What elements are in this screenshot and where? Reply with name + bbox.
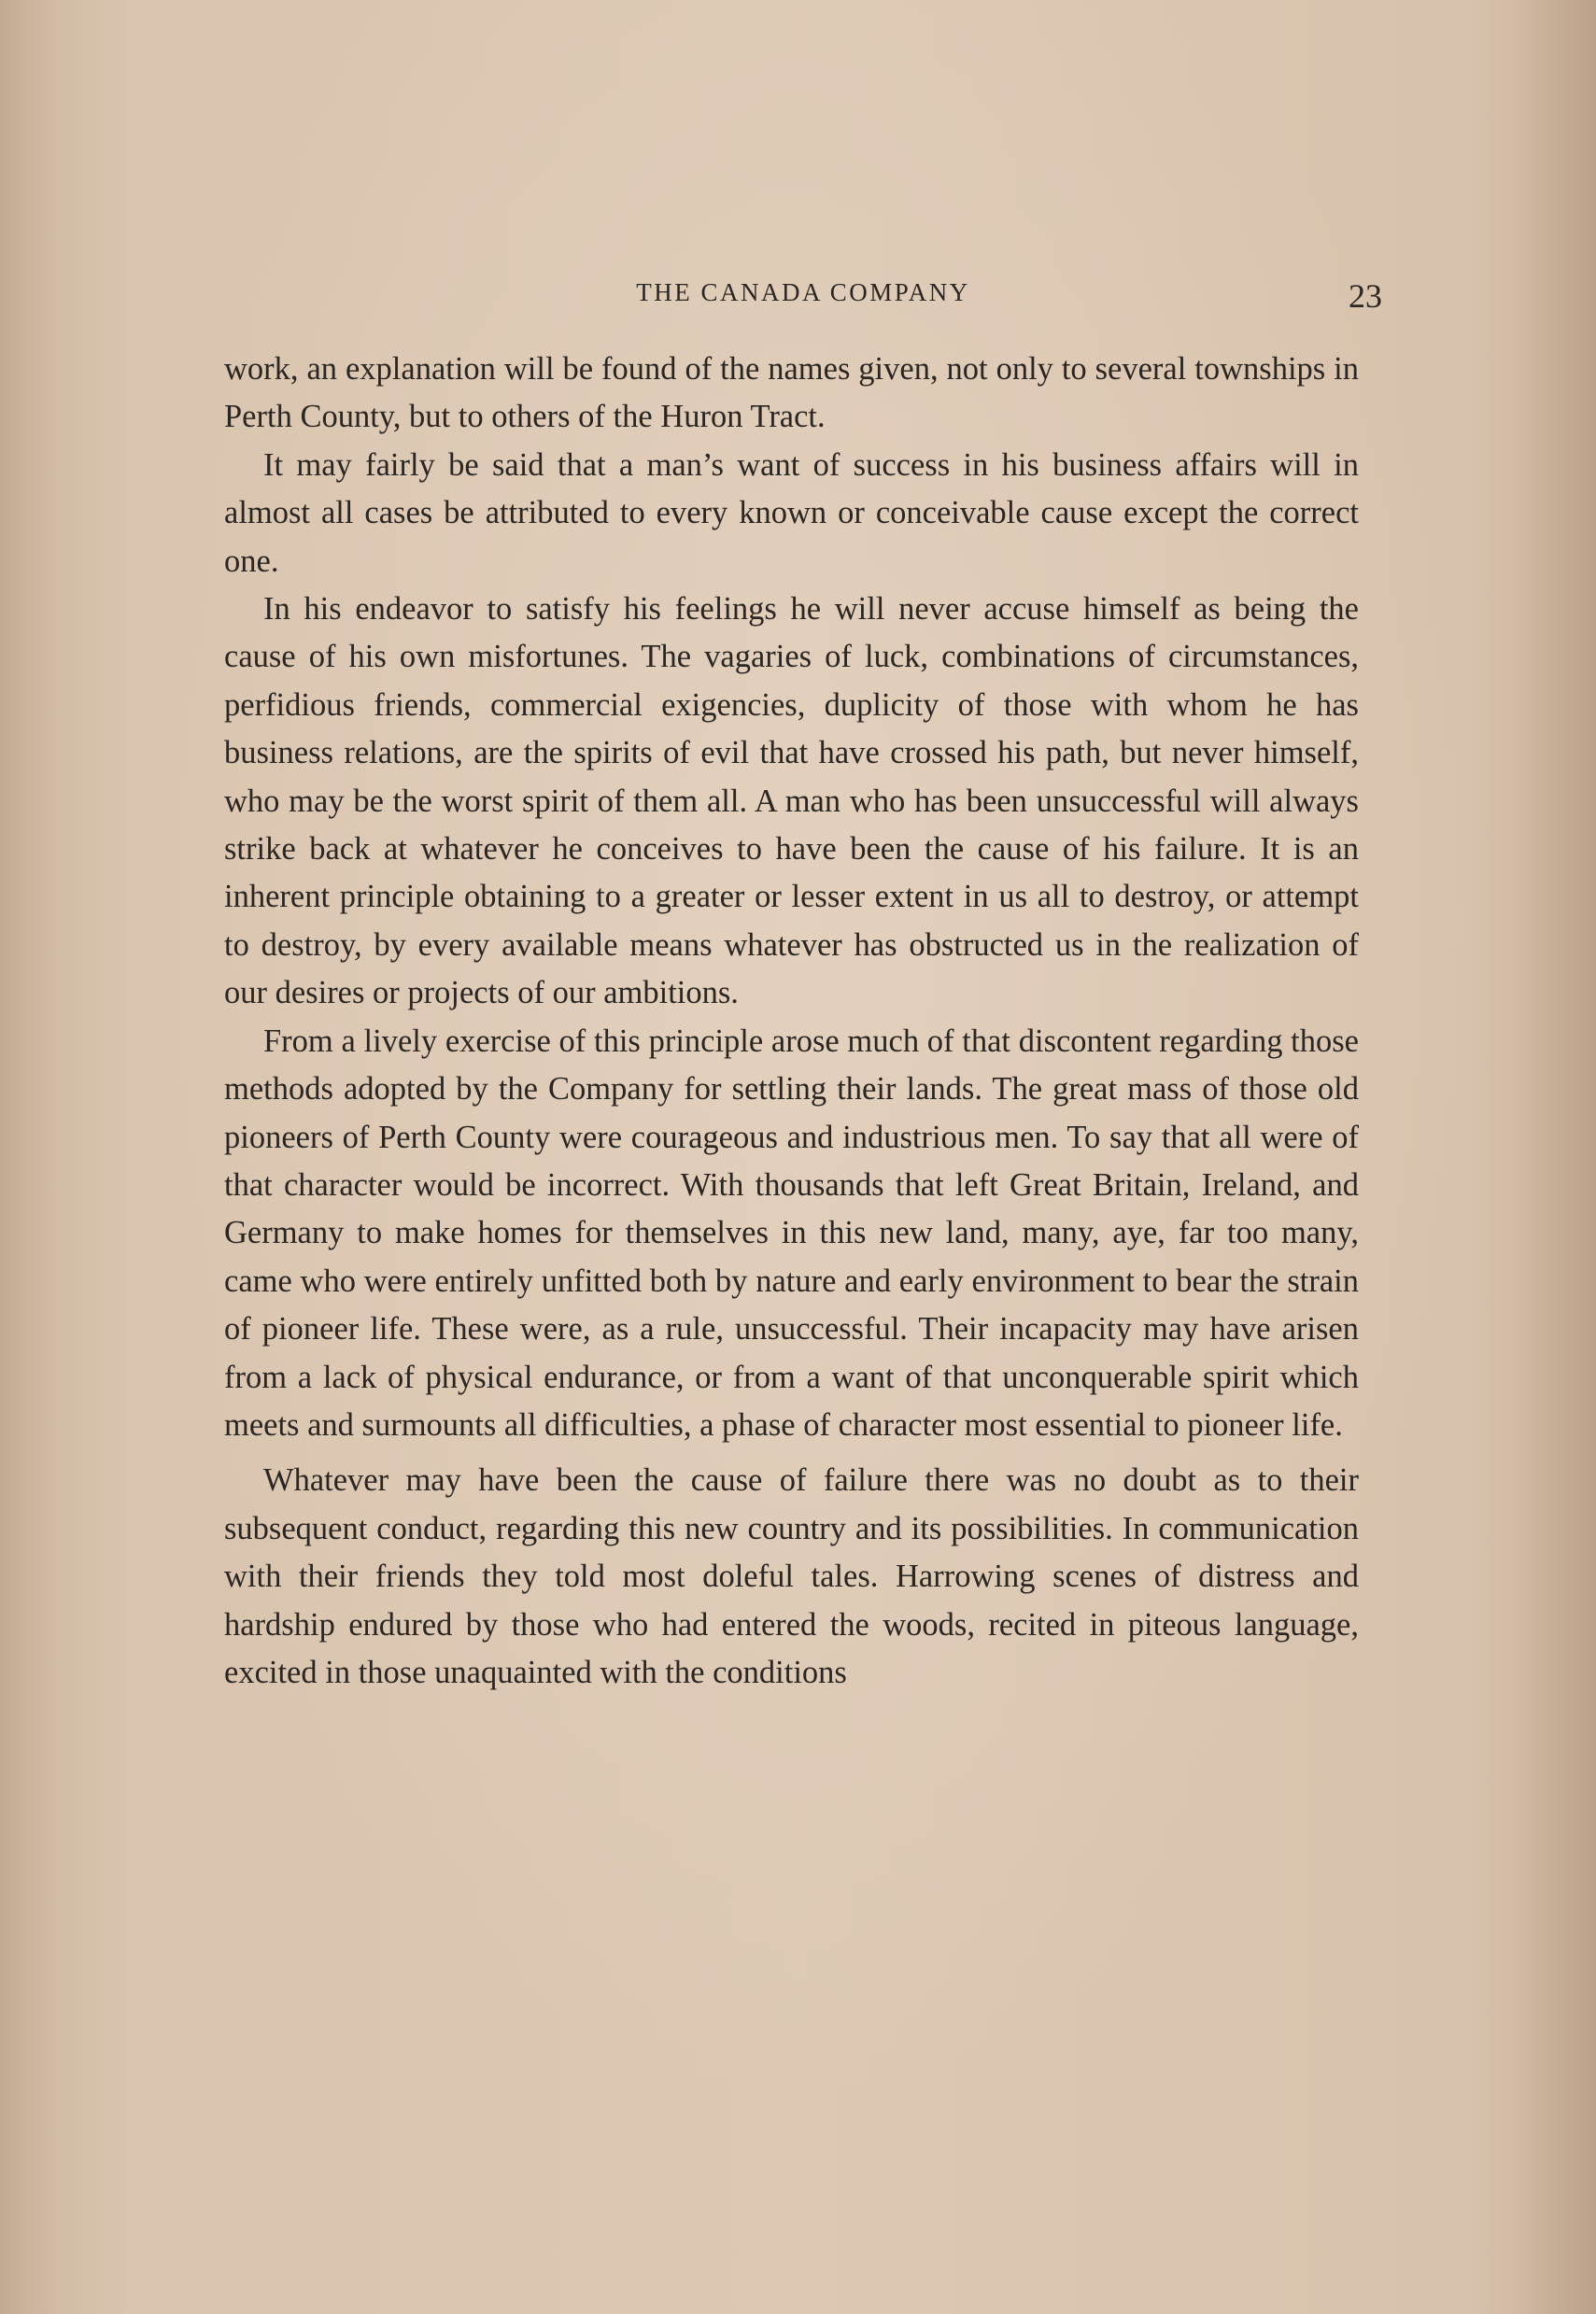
paragraph-4: From a lively exercise of this principle arose much of that discontent regarding those methods adopted by the Company for settling their lands. The great mass of those old pioneers of Perth County were courageous and industrious men. To say that all were of that character would be incorrect. With thousands that left Great Britain, Ireland, and Germany to make homes for themselves in this new land, many, aye, far too many, came who were entirely unfitted both by nature and early environment to bear the strain of pioneer life. These were, as a rule, unsuccessful. Their incapacity may have arisen from a lack of physical endurance, or from a want of that unconquerable spirit which meets and surmounts all difficulties, a phase of character most essential to pioneer life. [224, 1023, 1359, 1443]
paragraph-5: Whatever may have been the cause of failure there was no doubt as to their subsequent conduct, regarding this new country and its possibilities. In communication with their friends they told most doleful tales. Harrowing scenes of distress and hardship endured by those who had entered the woods, recited in piteous language, excited in those unaquainted with the conditions [224, 1462, 1359, 1690]
page-edge-shadow-right [1512, 0, 1596, 2314]
page-edge-shadow-left [0, 0, 56, 2314]
page-number: 23 [1349, 277, 1382, 315]
paragraph-3: In his endeavor to satisfy his feelings he will never accuse himself as being the cause of his own misfortunes. The vagaries of luck, combinations of circumstances, perfidious friends, commercial exigencies, duplicity of those with whom he has business relations, are the spirits of evil that have crossed his path, but never himself, who may be the worst spirit of them all. A man who has been unsuccessful will always strike back at whatever he conceives to have been the cause of his failure. It is an inherent principle obtaining to a greater or lesser extent in us all to destroy, or attempt to destroy, by every available means whatever has obstructed us in the realization of our desires or projects of our ambitions. [224, 591, 1359, 1011]
running-head [224, 278, 1382, 316]
body-text [224, 346, 1359, 1697]
paragraph-2: It may fairly be said that a man’s want of success in his business affairs will in almost all cases be attributed to every known or conceivable cause except the correct one. [224, 446, 1359, 579]
running-title: THE CANADA COMPANY [636, 278, 970, 306]
paragraph-1: work, an explanation will be found of the names given, not only to several townships in Perth County, but to others of the Huron Tract. [224, 351, 1359, 435]
